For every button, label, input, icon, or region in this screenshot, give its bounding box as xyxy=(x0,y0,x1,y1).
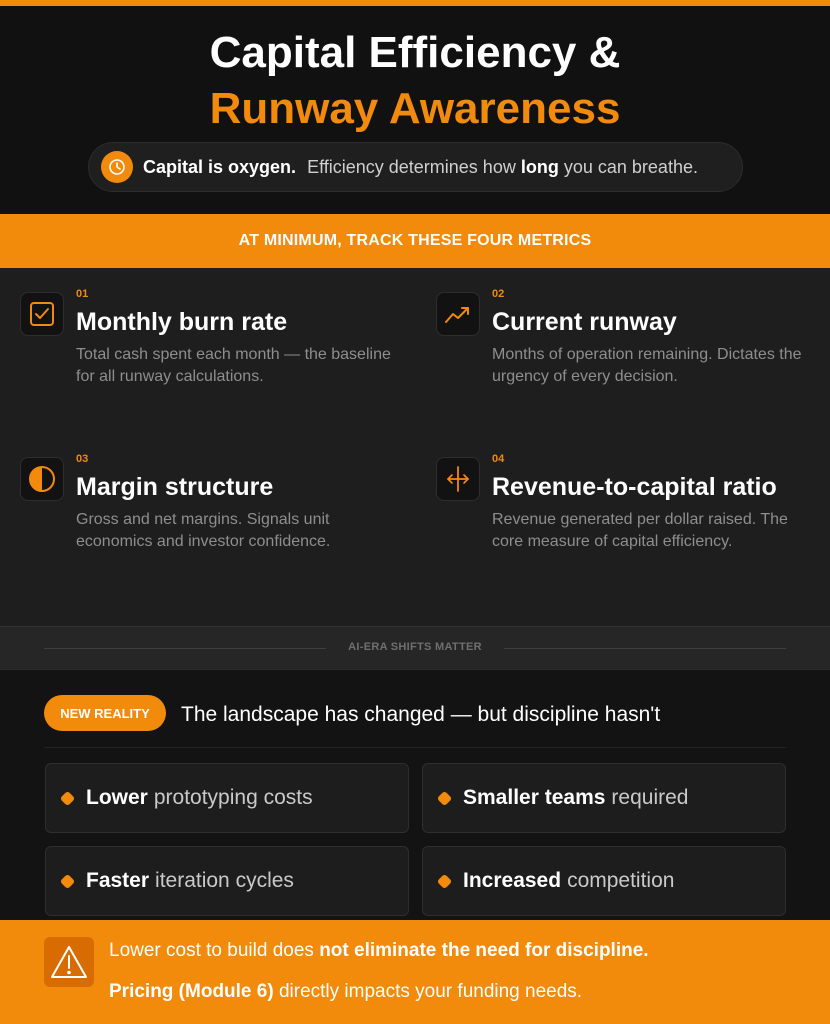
metric-description: Gross and net margins. Signals unit economics and investor confidence. xyxy=(76,511,331,550)
shift-text: Faster iteration cycles xyxy=(86,869,294,892)
metric-card-revenue-ratio xyxy=(436,433,806,563)
metric-description: Total cash spent each month — the baseline for all runway calculations. xyxy=(76,346,391,385)
pie-icon xyxy=(20,457,64,501)
metric-description: Revenue generated per dollar raised. The core measure of capital efficiency. xyxy=(492,511,788,550)
metric-title: Monthly burn rate xyxy=(76,308,288,336)
checkbox-icon xyxy=(20,292,64,336)
shift-card xyxy=(422,846,786,916)
divider-rule-right xyxy=(504,648,786,649)
metric-number: 01 xyxy=(76,288,89,300)
header xyxy=(0,6,830,214)
trend-up-icon xyxy=(436,292,480,336)
tagline-pill xyxy=(88,142,743,192)
shift-text: Smaller teams required xyxy=(463,786,689,809)
page-title: Capital Efficiency & xyxy=(209,28,621,77)
footer-callout xyxy=(0,920,830,1024)
warning-icon xyxy=(44,937,94,987)
bullet-icon xyxy=(437,873,453,889)
metrics-grid xyxy=(0,268,830,626)
metric-number: 04 xyxy=(492,453,505,465)
clock-icon xyxy=(101,151,133,183)
tagline-text: Capital is oxygen. Efficiency determines how long you can breathe. xyxy=(143,156,698,177)
section-divider xyxy=(0,626,830,670)
section-divider-label: AI-ERA SHIFTS MATTER xyxy=(348,641,482,653)
shift-card xyxy=(45,846,409,916)
shift-text: Lower prototyping costs xyxy=(86,786,313,809)
metric-description: Months of operation remaining. Dictates the urgency of every decision. xyxy=(492,346,802,385)
footer-line-2: Pricing (Module 6) directly impacts your funding needs. xyxy=(109,981,583,1002)
metric-card-margin xyxy=(20,433,390,563)
page-title-accent: Runway Awareness xyxy=(209,84,621,133)
metric-number: 02 xyxy=(492,288,505,300)
metric-card-runway xyxy=(436,268,806,398)
new-reality-section xyxy=(0,670,830,920)
metric-title: Revenue-to-capital ratio xyxy=(492,473,777,501)
shift-card xyxy=(45,763,409,833)
balance-icon xyxy=(436,457,480,501)
metrics-banner xyxy=(0,214,830,268)
metric-title: Current runway xyxy=(492,308,677,336)
metrics-banner-label: AT MINIMUM, TRACK THESE FOUR METRICS xyxy=(238,232,592,249)
section-rule xyxy=(44,747,786,748)
shift-card xyxy=(422,763,786,833)
metric-title: Margin structure xyxy=(76,473,274,501)
new-reality-headline: The landscape has changed — but discipline hasn't xyxy=(181,703,661,726)
metric-number: 03 xyxy=(76,453,89,465)
shift-text: Increased competition xyxy=(463,869,675,892)
metric-card-burn-rate xyxy=(20,268,390,398)
footer-line-1: Lower cost to build does not eliminate the need for discipline. xyxy=(109,940,649,961)
bullet-icon xyxy=(60,790,76,806)
new-reality-badge: NEW REALITY xyxy=(44,695,166,731)
bullet-icon xyxy=(60,873,76,889)
bullet-icon xyxy=(437,790,453,806)
